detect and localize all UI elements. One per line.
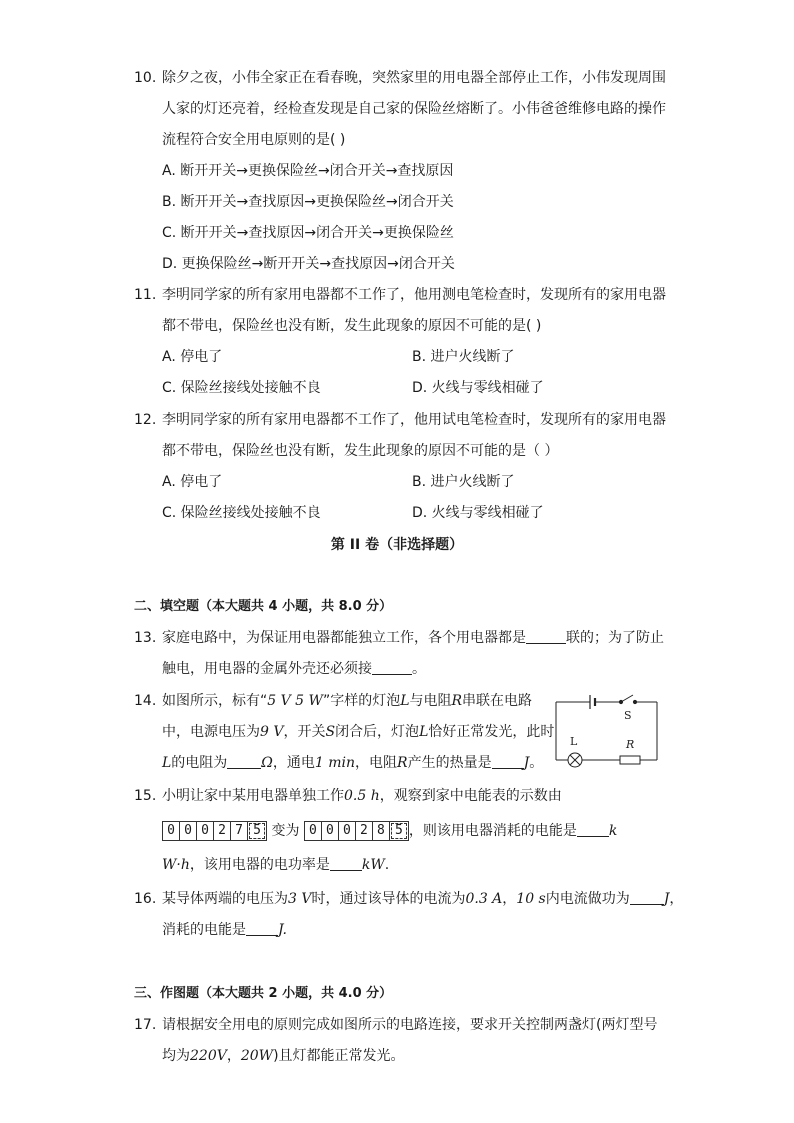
- meter-digit: 0: [305, 822, 322, 840]
- question-text: [162, 920, 287, 940]
- question-number: 12.: [134, 412, 157, 428]
- text: 的电阻为: [171, 755, 228, 771]
- answer-blank[interactable]: [227, 754, 261, 769]
- question-text: 李明同学家的所有家用电器都不工作了，他用试电笔检查时，发现所有的家用电器: [162, 412, 666, 428]
- question-text: [162, 889, 683, 909]
- question-number: 10.: [134, 70, 157, 86]
- text: ，: [669, 891, 684, 907]
- math: 0.5 h: [344, 788, 380, 804]
- text: 均为: [162, 1048, 190, 1064]
- meter-digit: 2: [356, 822, 373, 840]
- question-text: 请根据安全用电的原则完成如图所示的电路连接，要求开关控制两盏灯(两灯型号: [162, 1017, 658, 1033]
- question-number: 13.: [134, 630, 157, 646]
- math: Ω: [261, 755, 273, 771]
- meter-digit: 7: [231, 822, 248, 840]
- answer-blank[interactable]: [330, 856, 362, 871]
- math: 3 V: [288, 891, 312, 907]
- section-heading: 三、作图题（本大题共 2 小题，共 4.0 分）: [134, 986, 393, 1001]
- option-b: B. 进户火线断了: [412, 349, 515, 365]
- switch-label: S: [624, 709, 632, 722]
- math: 9 V: [260, 724, 284, 740]
- math: R: [397, 755, 408, 771]
- question-text: [162, 753, 543, 773]
- question-text: 人家的灯还亮着，经检查发现是自己家的保险丝熔断了。小伟爸爸维修电路的操作: [162, 101, 666, 117]
- option-a: A. 停电了: [162, 349, 223, 365]
- meter-digit: 8: [373, 822, 390, 840]
- question-text: [162, 820, 617, 842]
- question-number: 15.: [134, 788, 157, 804]
- math: L: [419, 724, 429, 740]
- answer-blank[interactable]: [492, 754, 524, 769]
- resistor: [620, 756, 640, 764]
- math: 1 min: [314, 755, 356, 771]
- text: 恰好正常发光，此时: [428, 724, 555, 740]
- question-text: [162, 691, 532, 711]
- switch-lever: [621, 695, 633, 702]
- meter-digit: 0: [180, 822, 197, 840]
- text: ”字样的灯泡: [322, 693, 401, 709]
- math: 220V: [190, 1048, 227, 1064]
- answer-blank[interactable]: [526, 629, 566, 644]
- text: ，: [226, 1048, 241, 1064]
- text: 消耗的电能是: [162, 922, 246, 938]
- question-text: [162, 1046, 405, 1066]
- text: ，则该用电器消耗的电能是: [408, 823, 577, 839]
- text: 如图所示，标有“: [162, 693, 268, 709]
- math: R: [451, 693, 463, 709]
- text: 。: [529, 755, 544, 771]
- math: W·h: [162, 857, 190, 873]
- math: S: [325, 724, 336, 740]
- math: J.: [278, 922, 287, 938]
- part-title: 第 II 卷（非选择题）: [330, 537, 464, 553]
- question-number: 14.: [134, 693, 157, 709]
- math: 20W: [240, 1048, 274, 1064]
- text: 内电流做功为: [545, 891, 630, 907]
- text: ，电阻: [355, 755, 398, 771]
- option-d: D. 更换保险丝→断开开关→查找原因→闭合开关: [162, 256, 455, 272]
- math: kW: [361, 857, 385, 873]
- energy-meter-after: [304, 821, 409, 841]
- meter-digit: 0: [322, 822, 339, 840]
- text: ，开关: [283, 724, 326, 740]
- text: 联的；为了防止: [566, 630, 664, 646]
- text: ，观察到家中电能表的示数由: [379, 788, 562, 804]
- option-b: B. 断开开关→查找原因→更换保险丝→闭合开关: [162, 194, 454, 210]
- option-c: C. 保险丝接线处接触不良: [162, 380, 321, 396]
- answer-blank[interactable]: [372, 660, 412, 675]
- meter-decimal-digit: 5: [249, 823, 265, 839]
- option-c: C. 断开开关→查找原因→闭合开关→更换保险丝: [162, 225, 454, 241]
- math: 0.3 A: [465, 891, 503, 907]
- text: ，: [502, 891, 517, 907]
- meter-decimal-digit: 5: [391, 823, 407, 839]
- text: 某导体两端的电压为: [162, 891, 288, 907]
- question-text: [162, 659, 426, 679]
- text: .: [384, 857, 390, 873]
- answer-blank[interactable]: [630, 890, 664, 905]
- math: L: [400, 693, 410, 709]
- question-text: [162, 786, 562, 806]
- text: )且灯都能正常发光。: [273, 1048, 405, 1064]
- text: 。: [412, 661, 426, 677]
- circuit-diagram: [554, 690, 660, 772]
- question-text: 流程符合安全用电原则的是( ): [162, 132, 346, 148]
- meter-digit: 0: [339, 822, 356, 840]
- text: 触电，用电器的金属外壳还必须接: [162, 661, 372, 677]
- option-d: D. 火线与零线相碰了: [412, 380, 544, 396]
- option-a: A. 停电了: [162, 474, 223, 490]
- meter-digit: 0: [163, 822, 180, 840]
- math: 10 s: [516, 891, 546, 907]
- option-c: C. 保险丝接线处接触不良: [162, 505, 321, 521]
- question-text: 都不带电，保险丝也没有断，发生此现象的原因不可能的是( ): [162, 318, 542, 334]
- option-d: D. 火线与零线相碰了: [412, 505, 544, 521]
- question-text: 都不带电，保险丝也没有断，发生此现象的原因不可能的是（ ）: [162, 443, 559, 459]
- text: 小明让家中某用电器单独工作: [162, 788, 344, 804]
- question-number: 17.: [134, 1017, 157, 1033]
- question-text: 李明同学家的所有家用电器都不工作了，他用测电笔检查时，发现所有的家用电器: [162, 287, 666, 303]
- text: ，该用电器的电功率是: [189, 857, 330, 873]
- text: 闭合后，灯泡: [335, 724, 420, 740]
- text: 串联在电路: [462, 693, 533, 709]
- question-number: 11.: [134, 287, 157, 303]
- text: 与电阻: [409, 693, 452, 709]
- resistor-label: R: [626, 738, 635, 751]
- meter-digit: 0: [197, 822, 214, 840]
- math: L: [162, 755, 172, 771]
- option-b: B. 进户火线断了: [412, 474, 515, 490]
- option-a: A. 断开开关→更换保险丝→闭合开关→查找原因: [162, 163, 454, 179]
- answer-blank[interactable]: [246, 921, 278, 936]
- question-text: [162, 628, 664, 648]
- question-text: [162, 722, 554, 742]
- lamp-label: L: [570, 735, 578, 748]
- text: 家庭电路中，为保证用电器都能独立工作，各个用电器都是: [162, 630, 526, 646]
- math: 5 V 5 W: [267, 693, 323, 709]
- text: 中，电源电压为: [162, 724, 260, 740]
- math: k: [608, 823, 618, 839]
- meter-digit: 2: [214, 822, 231, 840]
- math: J: [663, 891, 670, 907]
- math: J: [523, 755, 530, 771]
- question-number: 16.: [134, 891, 157, 907]
- text: ，通电: [272, 755, 315, 771]
- text: 时，通过该导体的电流为: [311, 891, 466, 907]
- energy-meter-before: [162, 821, 267, 841]
- answer-blank[interactable]: [577, 822, 609, 837]
- text: 产生的热量是: [407, 755, 492, 771]
- question-text: 除夕之夜，小伟全家正在看春晚，突然家里的用电器全部停止工作，小伟发现周围: [162, 70, 666, 86]
- section-heading: 二、填空题（本大题共 4 小题，共 8.0 分）: [134, 599, 393, 614]
- text: 变为: [271, 823, 300, 839]
- question-text: [162, 855, 389, 875]
